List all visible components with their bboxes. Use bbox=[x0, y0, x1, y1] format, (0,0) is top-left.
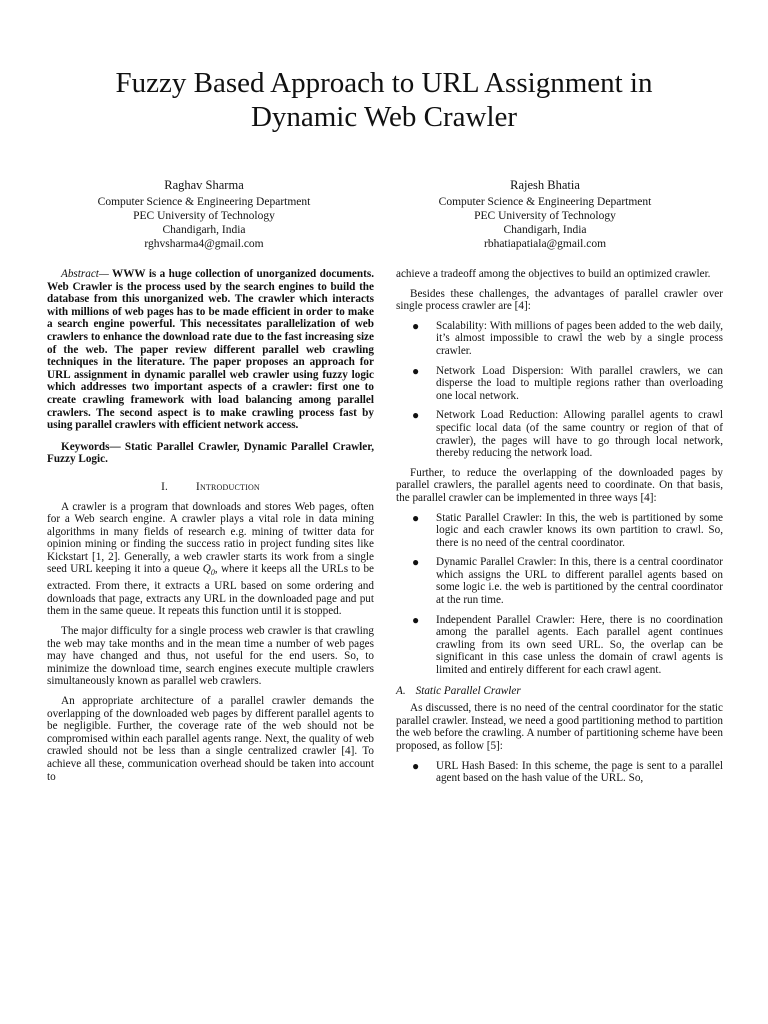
list-item-text: Static Parallel Crawler: In this, the web is partitioned by some logic and each crawler knows its own partition to crawl. So, there is no need of the central coordinator. bbox=[436, 511, 723, 549]
list-item-text: URL Hash Based: In this scheme, the page is sent to a parallel agent based on the hash value of the URL. So, bbox=[436, 759, 723, 785]
crawler-types-list bbox=[396, 512, 723, 677]
section-title: Introduction bbox=[196, 480, 260, 493]
intro-paragraph-2: The major difficulty for a single process web crawler is that crawling the web may take months and in the mean time a number of web pages may have changed and thus, not useful for the end users. So, to minimize the download time, search engines execute multiple crawlers simultaneously known as parallel web crawlers. bbox=[47, 625, 374, 688]
bullet-icon: ● bbox=[412, 363, 420, 378]
section-heading-introduction bbox=[47, 481, 374, 494]
list-item-text: Dynamic Parallel Crawler: In this, there is a central coordinator which assigns the URL to different parallel agents based on some logic i.e. the web is partitioned by the central coordinator at the run time. bbox=[436, 556, 723, 607]
paragraph-coordination: Further, to reduce the overlapping of the downloaded pages by parallel crawlers, the parallel agents need to coordinate. On that basis, the parallel crawler can be implemented in three ways [4]: bbox=[396, 466, 723, 504]
paragraph-advantages-intro: Besides these challenges, the advantages of parallel crawler over single process crawler are [4]: bbox=[396, 287, 723, 313]
bullet-icon: ● bbox=[412, 510, 420, 525]
section-number: I. bbox=[161, 480, 169, 493]
keywords-lead: Keywords— bbox=[61, 440, 121, 453]
list-item bbox=[396, 556, 723, 606]
list-item bbox=[396, 409, 723, 459]
left-column bbox=[47, 268, 374, 783]
author-name: Rajesh Bhatia bbox=[510, 178, 580, 192]
bullet-icon: ● bbox=[412, 318, 420, 333]
author-location: Chandigarh, India bbox=[162, 224, 246, 236]
intro-paragraph-1 bbox=[47, 501, 374, 619]
author-location: Chandigarh, India bbox=[503, 224, 587, 236]
keywords-body: Static Parallel Crawler, Dynamic Parallel Crawler, Fuzzy Logic. bbox=[47, 440, 374, 466]
keywords bbox=[47, 441, 374, 466]
list-item bbox=[396, 365, 723, 403]
author-block-2 bbox=[395, 176, 695, 251]
right-column bbox=[396, 268, 723, 785]
bullet-icon: ● bbox=[412, 555, 420, 570]
partitioning-schemes-list bbox=[396, 760, 723, 785]
queue-symbol bbox=[202, 563, 215, 578]
subsection-title: Static Parallel Crawler bbox=[415, 684, 521, 697]
intro-text: , where it keeps all the URLs to be extracted. From there, it extracts a URL based on some ordering and downloads that page, extracts any URL in the downloaded page and put them in the same queue. It repeats this function until it is stopped. bbox=[47, 563, 374, 618]
author-name: Raghav Sharma bbox=[164, 178, 244, 192]
intro-text: A crawler is a program that downloads and stores Web pages, often for a Web search engine. A crawler plays a vital role in data mining algorithms in many fields of research e.g. mining of twitter data for opinion mining or finding the success ratio in project funding sites like Kickstart [1, 2]. Generally, a web crawler starts its work from a single seed URL keeping it into a queue bbox=[47, 500, 374, 576]
abstract-body: WWW is a huge collection of unorganized documents. Web Crawler is the process used by the search engines to build the database from this unorganized web. The crawler which interacts with millions of web pages has to be made efficient in order to make a search engine powerful. This necessitates parallelization of web crawlers to enhance the download rate due to the fast increasing size of the web. The paper review different parallel web crawling techniques in the literature. The paper proposes an approach for URL assignment in dynamic parallel web crawler using fuzzy logic which addresses two important aspects of a crawler: first one to create crawling framework with load balancing among parallel crawlers. The second aspect is to make crawling process fast by using parallel crawlers with efficient network access. bbox=[47, 268, 374, 432]
list-item bbox=[396, 760, 723, 785]
author-department: Computer Science & Engineering Department bbox=[438, 196, 652, 208]
paragraph-static-partitioning: As discussed, there is no need of the central coordinator for the static parallel crawler. Instead, we need a good partitioning method to partition the web before the crawling. A number of partitioning scheme have been proposed, as follow [5]: bbox=[396, 702, 723, 752]
subsection-heading-static bbox=[396, 685, 723, 698]
abstract-lead: Abstract— bbox=[61, 268, 109, 280]
author-block-1 bbox=[54, 176, 354, 251]
list-item-text: Independent Parallel Crawler: Here, there is no coordination among the parallel agents. Each parallel agent continues crawling from its own seed URL. So, the overlap can be significant in this case unless the domain of crawl agents is limited and entirely different for each crawl agent. bbox=[436, 613, 723, 677]
bullet-icon: ● bbox=[412, 758, 420, 773]
author-university: PEC University of Technology bbox=[474, 210, 616, 222]
abstract bbox=[47, 268, 374, 432]
list-item bbox=[396, 320, 723, 358]
paper-title bbox=[40, 66, 728, 134]
subsection-number: A. bbox=[396, 684, 406, 697]
list-item bbox=[396, 614, 723, 677]
bullet-icon: ● bbox=[412, 408, 420, 423]
paragraph-tradeoff: achieve a tradeoff among the objectives to build an optimized crawler. bbox=[396, 268, 711, 280]
queue-subscript: 0 bbox=[210, 568, 215, 578]
author-email: rghvsharma4@gmail.com bbox=[144, 238, 264, 250]
title-line-2: Dynamic Web Crawler bbox=[250, 101, 518, 133]
list-item-text: Network Load Dispersion: With parallel crawlers, we can disperse the load to multiple regions rather than overloading one local network. bbox=[436, 364, 723, 402]
queue-letter: Q bbox=[202, 563, 211, 576]
list-item-text: Scalability: With millions of pages been added to the web daily, it’s almost impossible to crawl the web by a single process crawler. bbox=[436, 319, 723, 357]
list-item bbox=[396, 512, 723, 550]
intro-paragraph-3: An appropriate architecture of a parallel crawler demands the overlapping of the downloaded web pages by different parallel agents to be negligible. Further, the coverage rate of the web should not be compromised within each parallel agents range. Next, the quality of web crawled should not be less than a single centralized crawler [4]. To achieve all these, communication overhead should be taken into account to bbox=[47, 695, 374, 783]
author-university: PEC University of Technology bbox=[133, 210, 275, 222]
author-department: Computer Science & Engineering Department bbox=[97, 196, 311, 208]
title-line-1: Fuzzy Based Approach to URL Assignment in bbox=[115, 67, 653, 99]
bullet-icon: ● bbox=[412, 612, 420, 627]
advantages-list bbox=[396, 320, 723, 460]
list-item-text: Network Load Reduction: Allowing parallel agents to crawl specific local data (of the same country or region of that of crawler), the pages will have to go through local network, thereby reducing the network load. bbox=[436, 409, 723, 460]
author-email: rbhatiapatiala@gmail.com bbox=[483, 238, 607, 250]
